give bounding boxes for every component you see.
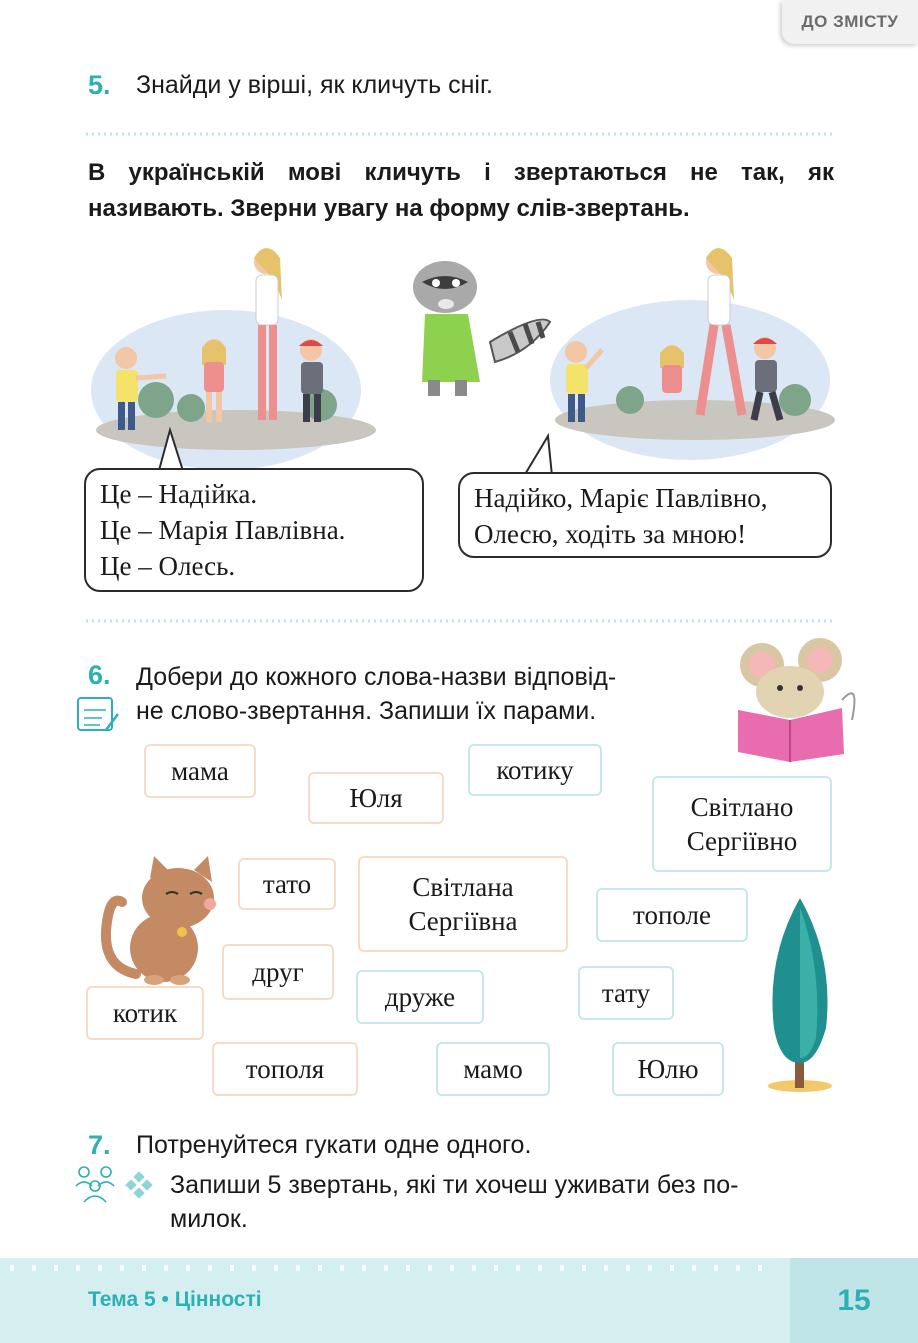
word-card-svitlano-serhiivno — [652, 776, 832, 872]
poplar-tree-illustration — [766, 898, 840, 1094]
word-line: Сергіївна — [408, 906, 518, 936]
bubble-line: Олесю, ходіть за мною! — [474, 519, 747, 549]
bubble-right-tail — [518, 434, 558, 476]
page-number: 15 — [790, 1258, 918, 1343]
speech-bubble-naming — [84, 468, 424, 592]
mouse-reading-illustration — [732, 630, 862, 760]
raccoon-illustration — [400, 252, 555, 402]
bubble-line: Це – Олесь. — [100, 551, 236, 581]
bubble-line: Це – Надійка. — [100, 479, 258, 509]
task-6-line: не слово-звертання. Запиши їх парами. — [136, 697, 597, 725]
cat-illustration — [98, 856, 222, 986]
task-7-number: 7. — [88, 1130, 111, 1160]
word-line: Світлано — [690, 792, 794, 822]
word-card-tato: тато — [238, 858, 336, 910]
word-card-kotyk: котик — [86, 986, 204, 1040]
word-card-druzhe: друже — [356, 970, 484, 1024]
task-7-subtask — [170, 1168, 840, 1236]
task-7-line: милок. — [170, 1205, 248, 1233]
bubble-line: Це – Марія Павлівна. — [100, 515, 346, 545]
word-card-yulia: Юля — [308, 772, 444, 824]
task-7-line: Запиши 5 звертань, які ти хочеш уживати без по- — [170, 1171, 739, 1199]
task-6-number: 6. — [88, 660, 111, 690]
task-7-text: Потренуйтеся гукати одне одного. — [136, 1131, 532, 1159]
speech-bubble-addressing — [458, 472, 832, 558]
word-card-svitlana-serhiivna — [358, 856, 568, 952]
task-6-text — [136, 660, 616, 728]
word-card-kotyku: котику — [468, 744, 602, 796]
bubble-line: Надійко, Маріє Павлівно, — [474, 483, 768, 513]
family-walking-illustration — [550, 240, 832, 440]
diamond-bullet-icon — [126, 1172, 156, 1202]
word-card-druh: друг — [222, 944, 334, 1000]
dotted-divider-bottom — [86, 617, 832, 625]
task-5-text: Знайди у вірші, як кличуть сніг. — [136, 71, 493, 99]
word-card-mamo: мамо — [436, 1042, 550, 1096]
word-card-mama: мама — [144, 744, 256, 798]
footer-ornament — [0, 1260, 790, 1280]
word-line: Сергіївно — [686, 826, 798, 856]
writing-icon — [76, 696, 120, 734]
word-line: Світлана — [412, 872, 514, 902]
word-card-tatu: тату — [578, 966, 674, 1020]
footer-topic-title: Цінності — [174, 1288, 262, 1311]
word-card-topole: тополе — [596, 888, 748, 942]
word-card-topolia: тополя — [212, 1042, 358, 1096]
grammar-rule: В українській мові кличуть і звертаються не так, як називають. Зверни увагу на форму слів-звертань. — [88, 159, 834, 222]
family-pointing-illustration — [96, 240, 366, 450]
footer-topic-label: Тема 5 — [88, 1288, 156, 1311]
toc-button[interactable]: ДО ЗМІСТУ — [782, 0, 918, 44]
task-5-number: 5. — [88, 70, 111, 100]
word-card-yuliu: Юлю — [612, 1042, 724, 1096]
dotted-divider-top — [86, 130, 832, 138]
task-6-line: Добери до кожного слова-назви відповід- — [136, 663, 617, 691]
group-work-icon — [72, 1164, 118, 1204]
footer-topic — [88, 1288, 262, 1312]
footer-separator: • — [161, 1288, 169, 1311]
